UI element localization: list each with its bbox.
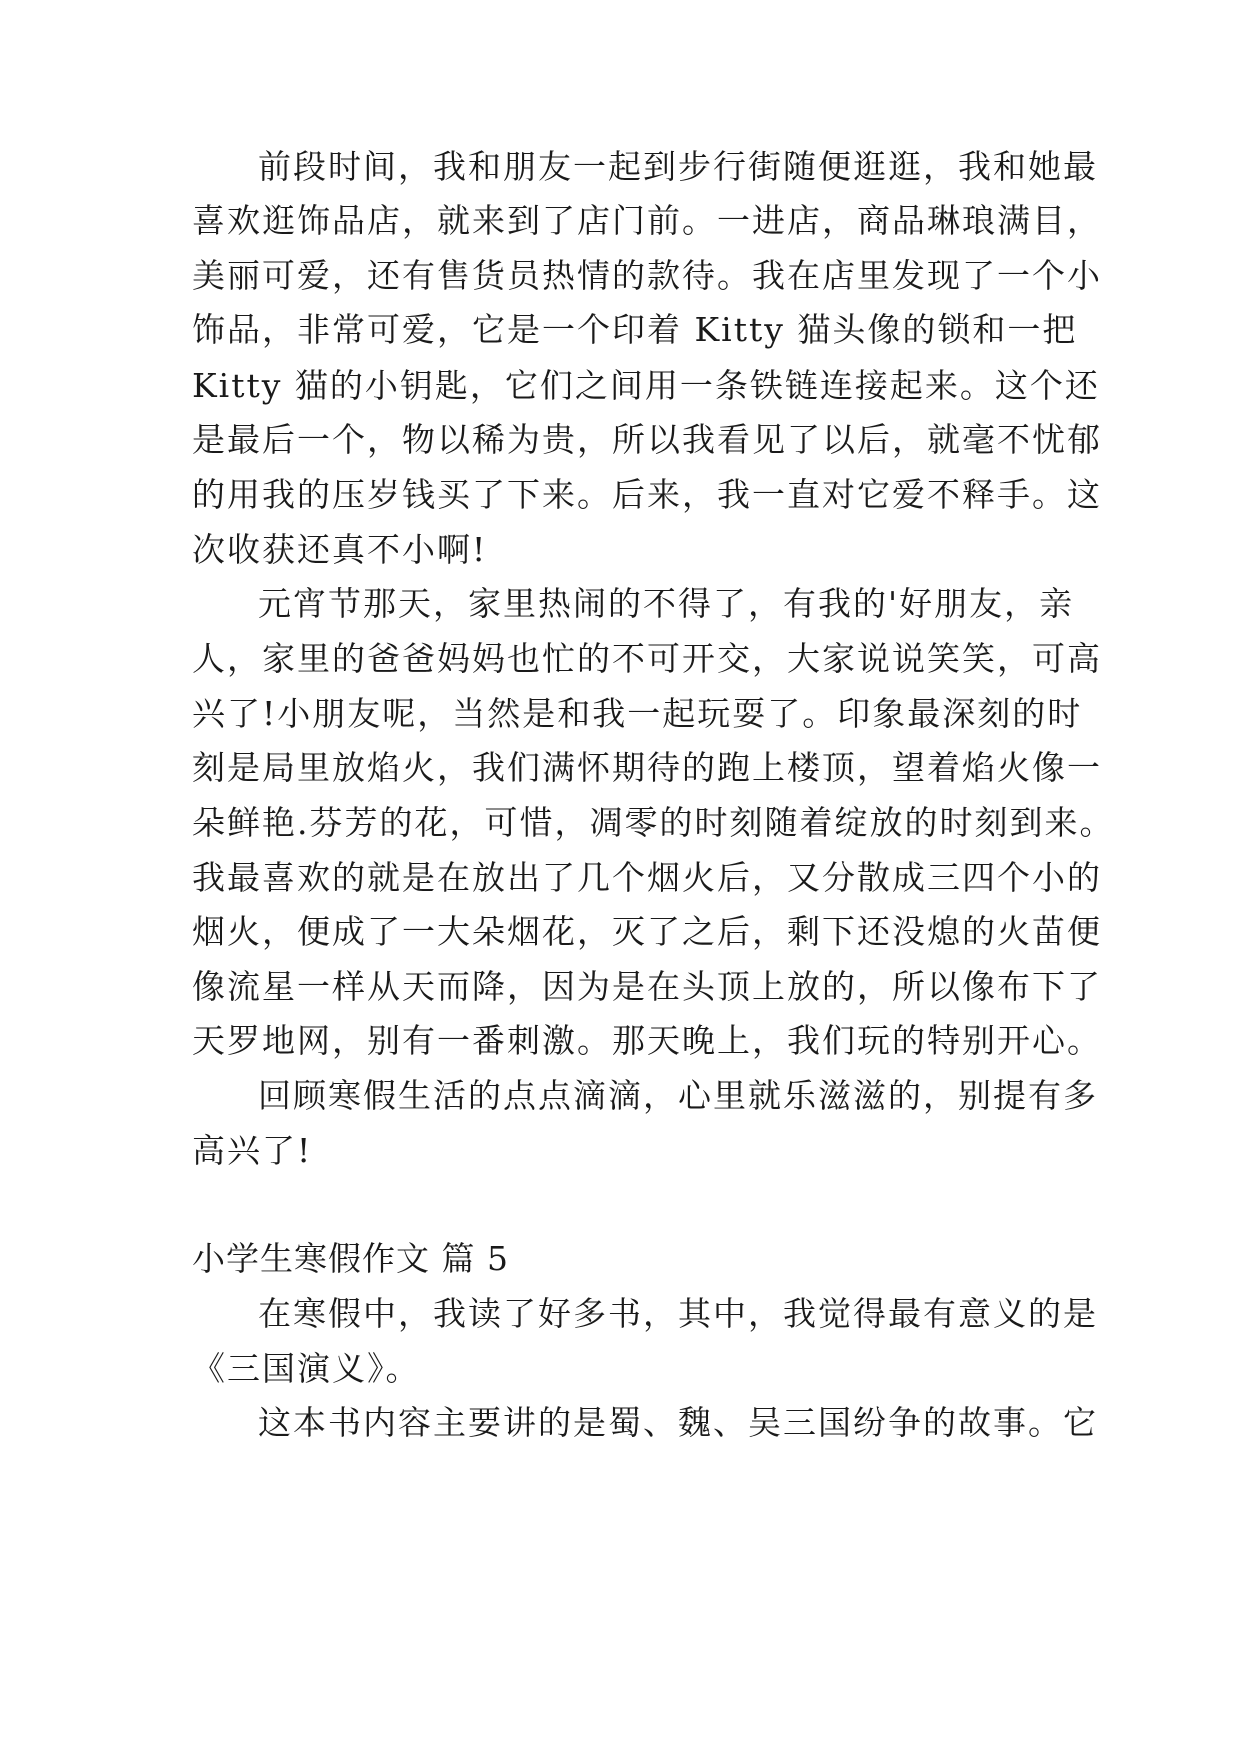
text-line: 我最喜欢的就是在放出了几个烟火后，又分散成三四个小的	[192, 858, 1102, 897]
text-line: 朵鲜艳.芬芳的花，可惜，凋零的时刻随着绽放的时刻到来。	[192, 803, 1115, 842]
text-line: 美丽可爱，还有售货员热情的款待。我在店里发现了一个小	[192, 256, 1102, 295]
text-line: 刻是局里放焰火，我们满怀期待的跑上楼顶，望着焰火像一	[192, 748, 1102, 787]
text-line: 是最后一个，物以稀为贵，所以我看见了以后，就毫不忧郁	[192, 420, 1102, 459]
section-heading: 小学生寒假作文 篇 5	[192, 1239, 509, 1278]
text-line: 烟火，便成了一大朵烟花，灭了之后，剩下还没熄的火苗便	[192, 912, 1102, 951]
text-line: 这本书内容主要讲的是蜀、魏、吴三国纷争的故事。它	[258, 1403, 1098, 1442]
text-line: Kitty 猫的小钥匙，它们之间用一条铁链连接起来。这个还	[192, 366, 1100, 405]
text-line: 饰品，非常可爱，它是一个印着 Kitty 猫头像的锁和一把	[192, 310, 1078, 349]
text-line: 在寒假中，我读了好多书，其中，我觉得最有意义的是	[258, 1294, 1098, 1333]
text-line: 回顾寒假生活的点点滴滴，心里就乐滋滋的，别提有多	[258, 1076, 1098, 1115]
text-line: 喜欢逛饰品店，就来到了店门前。一进店，商品琳琅满目，	[192, 201, 1102, 240]
text-line: 次收获还真不小啊!	[192, 530, 488, 569]
text-line: 像流星一样从天而降，因为是在头顶上放的，所以像布下了	[192, 967, 1102, 1006]
text-line: 《三国演义》。	[192, 1349, 421, 1388]
text-line: 前段时间，我和朋友一起到步行街随便逛逛，我和她最	[258, 147, 1098, 186]
text-line: 人，家里的爸爸妈妈也忙的不可开交，大家说说笑笑，可高	[192, 639, 1102, 678]
text-line: 天罗地网，别有一番刺激。那天晚上，我们玩的特别开心。	[192, 1021, 1102, 1060]
text-line: 的用我的压岁钱买了下来。后来，我一直对它爱不释手。这	[192, 475, 1102, 514]
text-line: 元宵节那天，家里热闹的不得了，有我的'好朋友，亲	[258, 584, 1075, 623]
text-line: 高兴了!	[192, 1131, 313, 1170]
text-line: 兴了!小朋友呢，当然是和我一起玩耍了。印象最深刻的时	[192, 694, 1083, 733]
